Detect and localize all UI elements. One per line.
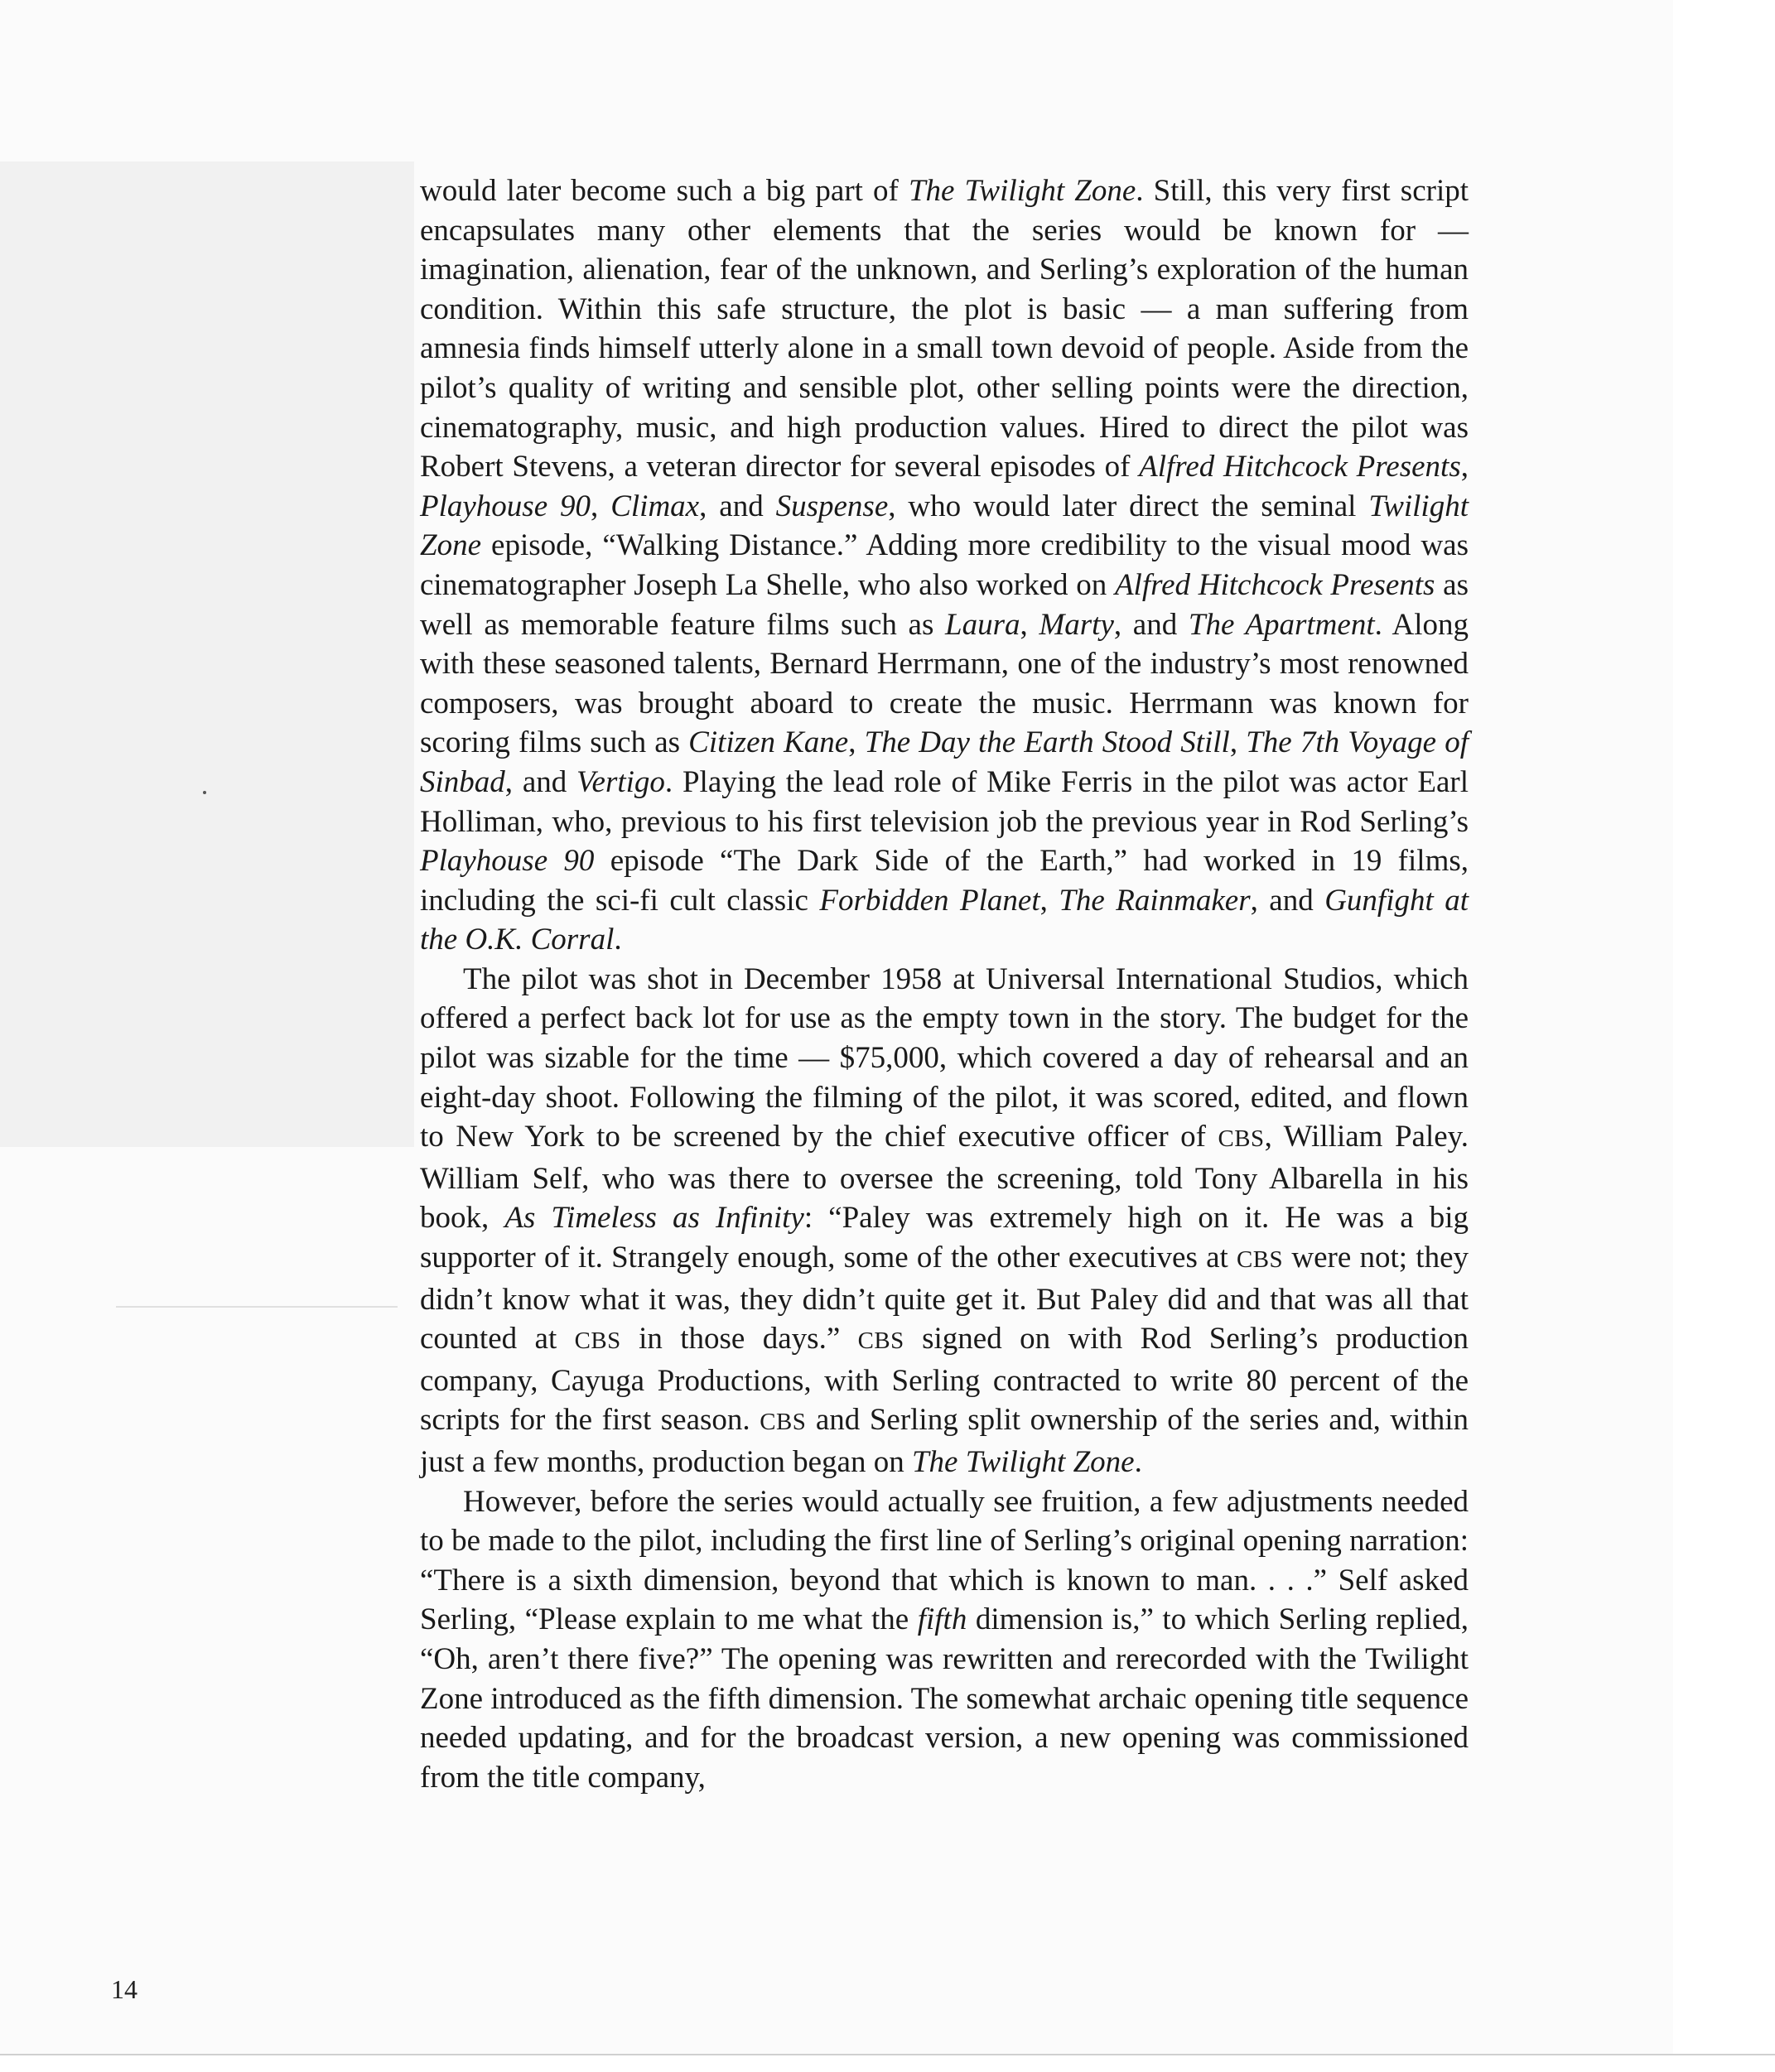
text-run: . Playing the lead role of Mike Ferris in the pilot was actor Earl Holliman, who, previous to his first television job the previous year in Rod Serling’s bbox=[420, 764, 1469, 839]
italic-title: Twilight Zone bbox=[420, 489, 1469, 563]
text-run: , William Paley. William Self, who was there to oversee the screening, told Tony Albarella in his book, bbox=[420, 1120, 1469, 1236]
italic-title: Citizen Kane bbox=[688, 725, 849, 760]
text-run: , who would later direct the seminal bbox=[888, 489, 1369, 523]
small-caps-text: CBS bbox=[760, 1409, 807, 1436]
text-run: , bbox=[1460, 450, 1469, 484]
text-run: and Serling split ownership of the series and, within just a few months, production began on bbox=[420, 1403, 1469, 1479]
text-run: episode, “Walking Distance.” Adding more credibility to the visual mood was cinematographer Joseph La Shelle, who also worked on bbox=[420, 528, 1469, 602]
text-run: episode “The Dark Side of the Earth,” had worked in 19 films, including the sci-fi cult classic bbox=[420, 844, 1469, 918]
text-run: . Along with these seasoned talents, Bernard Herrmann, one of the industry’s most renowned composers, was brought aboard to create the music. Herrmann was known for scoring films such as bbox=[420, 607, 1469, 760]
italic-title: As Timeless as Infinity bbox=[504, 1201, 804, 1236]
paragraph-1 bbox=[420, 171, 1469, 960]
italic-title: The 7th Voyage of Sinbad bbox=[420, 725, 1469, 799]
italic-title: The Day the Earth Stood Still bbox=[864, 725, 1230, 760]
show-through-photo bbox=[0, 161, 414, 1147]
text-run: . bbox=[1134, 1445, 1142, 1479]
italic-title: Gunfight at the O.K. Corral bbox=[420, 883, 1469, 957]
text-run: dimension is,” to which Serling replied, “Oh, aren’t there five?” The opening was rewritten and rerecorded with the Twilight Zone introduced as the fifth dimension. The somewhat archaic opening title sequence needed updating, and for the broadcast version, a new opening was commissioned from the title company, bbox=[420, 1602, 1469, 1795]
text-run: in those days.” bbox=[620, 1322, 858, 1356]
text-run: would later become such a big part of bbox=[420, 174, 909, 208]
text-run: , and bbox=[1250, 883, 1325, 918]
text-run: , bbox=[848, 725, 865, 760]
text-run: , bbox=[1229, 725, 1247, 760]
text-run: . bbox=[614, 923, 622, 957]
scan-margin-right bbox=[1673, 0, 1775, 2070]
text-run: , bbox=[1039, 883, 1059, 918]
text-run: signed on with Rod Serling’s production company, Cayuga Productions, with Serling contracted to write 80 percent of the scripts for the first season. bbox=[420, 1322, 1469, 1438]
italic-title: Suspense bbox=[775, 489, 889, 523]
paragraph-2 bbox=[420, 960, 1469, 1482]
small-caps-text: CBS bbox=[857, 1328, 904, 1355]
text-run: : “Paley was extremely high on it. He was a big supporter of it. Strangely enough, some of the other executives at bbox=[420, 1201, 1469, 1275]
italic-title: Alfred Hitchcock Presents bbox=[1114, 567, 1435, 602]
text-run: The pilot was shot in December 1958 at Universal International Studios, which offered a perfect back lot for use as the empty town in the story. The budget for the pilot was sizable for the time — $75,000, which covered a day of rehearsal and an eight-day shoot. Following the filming of the pilot, it was scored, edited, and flown to New York to be screened by the chief executive officer of bbox=[420, 961, 1469, 1154]
text-run: as well as memorable feature films such as bbox=[420, 567, 1469, 642]
italic-title: The Apartment bbox=[1188, 607, 1375, 642]
text-run: , and bbox=[699, 489, 776, 523]
text-run: , bbox=[591, 489, 611, 523]
text-run: However, before the series would actually see fruition, a few adjustments needed to be made to the pilot, including the first line of Serling’s original opening narration: “There is a sixth dimension, beyond that which is known to man. . . .” Self asked Serling, “Please explain to me what the bbox=[420, 1484, 1469, 1637]
small-caps-text: CBS bbox=[1218, 1125, 1265, 1153]
text-run: , bbox=[1020, 607, 1039, 642]
text-run: , and bbox=[1113, 607, 1189, 642]
italic-title: Marty bbox=[1039, 607, 1114, 642]
small-caps-text: CBS bbox=[1237, 1246, 1284, 1274]
body-text bbox=[420, 171, 1469, 1797]
italic-title: Playhouse 90 bbox=[420, 489, 591, 523]
show-through-rule bbox=[116, 1306, 398, 1308]
italic-title: Laura bbox=[945, 607, 1020, 642]
italic-title: The Twilight Zone bbox=[911, 1445, 1135, 1479]
scan-margin-bottom bbox=[0, 2054, 1775, 2072]
italic-title: Vertigo bbox=[576, 764, 665, 799]
paragraph-3 bbox=[420, 1482, 1469, 1798]
page-number: 14 bbox=[111, 1974, 137, 2004]
text-run: . Still, this very first script encapsulates many other elements that the series would be known for — imagination, alienation, fear of the unknown, and Serling’s exploration of the human condition. Within this safe structure, the plot is basic — a man suffering from amnesia finds himself utterly alone in a small town devoid of people. Aside from the pilot’s quality of writing and sensible plot, other selling points were the direction, cinematography, music, and high production values. Hired to direct the pilot was Robert Stevens, a veteran director for several episodes of bbox=[420, 174, 1469, 484]
italic-title: Alfred Hitchcock Presents bbox=[1139, 450, 1461, 484]
italic-title: Playhouse 90 bbox=[420, 844, 595, 879]
small-caps-text: CBS bbox=[574, 1328, 621, 1355]
italic-title: The Rainmaker bbox=[1059, 883, 1251, 918]
italic-title: The Twilight Zone bbox=[908, 174, 1136, 208]
text-run: were not; they didn’t know what it was, they didn’t quite get it. But Paley did and that was all that counted at bbox=[420, 1241, 1469, 1356]
italic-title: Forbidden Planet bbox=[819, 883, 1040, 918]
italic-title: fifth bbox=[917, 1602, 967, 1637]
text-run: , and bbox=[504, 764, 577, 799]
italic-title: Climax bbox=[610, 489, 700, 523]
scan-speck bbox=[203, 791, 206, 794]
